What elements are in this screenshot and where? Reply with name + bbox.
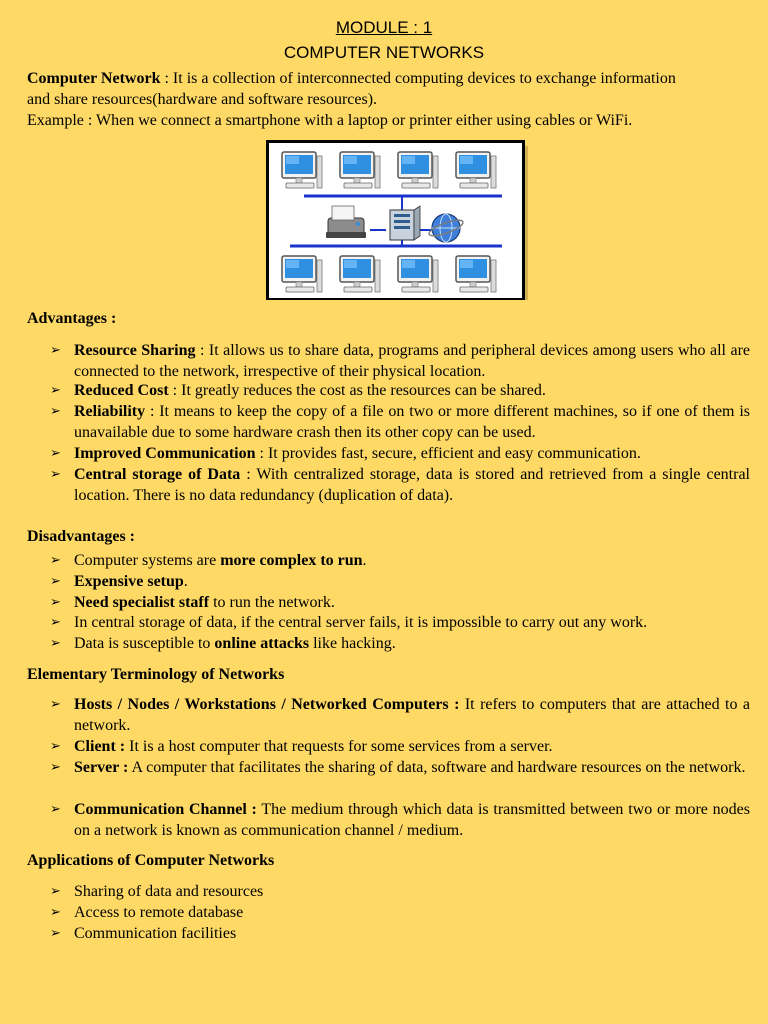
arrow-bullet-icon: ➢ xyxy=(50,905,61,920)
terminology-text: It refers to computers that are attached to a network. xyxy=(74,696,750,734)
terminology-text: The medium through which data is transmitted between two or more nodes on a network is known as communication channel / medium. xyxy=(74,801,750,839)
arrow-bullet-icon: ➢ xyxy=(50,615,61,630)
applications-heading: Applications of Computer Networks xyxy=(27,852,275,869)
advantage-term: Reliability xyxy=(74,403,146,420)
arrow-bullet-icon: ➢ xyxy=(50,884,61,899)
terminology-term: Communication Channel : xyxy=(74,801,257,818)
disadvantage-emphasis: Expensive setup xyxy=(74,573,184,590)
definition-text: : It is a collection of interconnected computing devices to exchange information xyxy=(160,70,676,87)
application-text: Communication facilities xyxy=(74,925,237,942)
application-item xyxy=(50,902,750,923)
arrow-bullet-icon: ➢ xyxy=(50,595,61,610)
arrow-bullet-icon: ➢ xyxy=(50,636,61,651)
advantage-term: Central storage of Data xyxy=(74,466,241,483)
disadvantage-text: . xyxy=(362,552,367,569)
advantage-item xyxy=(50,464,750,506)
advantage-text: : It allows us to share data, programs and peripheral devices among users who all are connected to the network, irrespective of their physical location. xyxy=(74,342,750,380)
advantage-text: : It means to keep the copy of a file on two or more different machines, so if one of them is unavailable due to some hardware crash then its other copy can be used. xyxy=(74,403,750,441)
terminology-item xyxy=(50,736,750,757)
server-icon xyxy=(390,206,420,240)
disadvantage-emphasis: online attacks xyxy=(214,635,310,652)
terminology-term: Client : xyxy=(74,738,126,755)
disadvantage-item xyxy=(50,550,750,571)
definition-line-1 xyxy=(27,68,676,89)
advantage-item xyxy=(50,340,750,382)
advantage-item xyxy=(50,401,750,443)
arrow-bullet-icon: ➢ xyxy=(50,574,61,589)
disadvantage-text: to run the network. xyxy=(209,594,335,611)
arrow-bullet-icon: ➢ xyxy=(50,383,61,398)
example-line: Example : When we connect a smartphone with a laptop or printer either using cables or WiFi. xyxy=(27,112,633,129)
advantage-item xyxy=(50,380,750,401)
arrow-bullet-icon: ➢ xyxy=(50,760,61,775)
terminology-text: It is a host computer that requests for some services from a server. xyxy=(125,738,553,755)
advantage-term: Improved Communication xyxy=(74,445,256,462)
advantage-text: : It greatly reduces the cost as the resources can be shared. xyxy=(168,382,546,399)
arrow-bullet-icon: ➢ xyxy=(50,697,61,712)
arrow-bullet-icon: ➢ xyxy=(50,926,61,941)
disadvantage-text: Computer systems are xyxy=(74,552,221,569)
terminology-text: A computer that facilitates the sharing of data, software and hardware resources on the network. xyxy=(128,759,746,776)
terminology-term: Hosts / Nodes / Workstations / Networked Computers : xyxy=(74,696,460,713)
application-text: Access to remote database xyxy=(74,904,244,921)
advantages-heading: Advantages : xyxy=(27,310,117,327)
disadvantage-text: like hacking. xyxy=(309,635,396,652)
disadvantages-heading: Disadvantages : xyxy=(27,528,136,545)
application-text: Sharing of data and resources xyxy=(74,883,264,900)
disadvantage-item xyxy=(50,592,750,613)
disadvantage-text: . xyxy=(183,573,188,590)
page-title: COMPUTER NETWORKS xyxy=(283,43,485,62)
application-item xyxy=(50,881,750,902)
application-item xyxy=(50,923,750,944)
arrow-bullet-icon: ➢ xyxy=(50,739,61,754)
arrow-bullet-icon: ➢ xyxy=(50,343,61,358)
advantage-term: Resource Sharing xyxy=(74,342,196,359)
network-diagram xyxy=(266,140,528,300)
definition-term: Computer Network xyxy=(27,70,161,87)
arrow-bullet-icon: ➢ xyxy=(50,802,61,817)
disadvantage-item xyxy=(50,633,750,654)
terminology-item xyxy=(50,757,750,778)
advantage-text: : With centralized storage, data is stored and retrieved from a single central location. There is no data redundancy (duplication of data). xyxy=(74,466,751,504)
disadvantage-emphasis: Need specialist staff xyxy=(74,594,210,611)
arrow-bullet-icon: ➢ xyxy=(50,446,61,461)
disadvantage-emphasis: more complex to run xyxy=(220,552,363,569)
arrow-bullet-icon: ➢ xyxy=(50,404,61,419)
terminology-item xyxy=(50,799,750,841)
terminology-term: Server : xyxy=(74,759,129,776)
arrow-bullet-icon: ➢ xyxy=(50,467,61,482)
arrow-bullet-icon: ➢ xyxy=(50,553,61,568)
terminology-item xyxy=(50,694,750,736)
disadvantage-text: Data is susceptible to xyxy=(74,635,215,652)
disadvantage-item xyxy=(50,571,750,592)
terminology-heading: Elementary Terminology of Networks xyxy=(27,666,285,683)
module-label: MODULE : 1 xyxy=(335,18,433,37)
definition-line-2: and share resources(hardware and software resources). xyxy=(27,91,378,108)
advantage-text: : It provides fast, secure, efficient and easy communication. xyxy=(255,445,641,462)
advantage-term: Reduced Cost xyxy=(74,382,169,399)
advantage-item xyxy=(50,443,750,464)
disadvantage-text: In central storage of data, if the central server fails, it is impossible to carry out any work. xyxy=(74,614,648,631)
disadvantage-item xyxy=(50,612,750,633)
